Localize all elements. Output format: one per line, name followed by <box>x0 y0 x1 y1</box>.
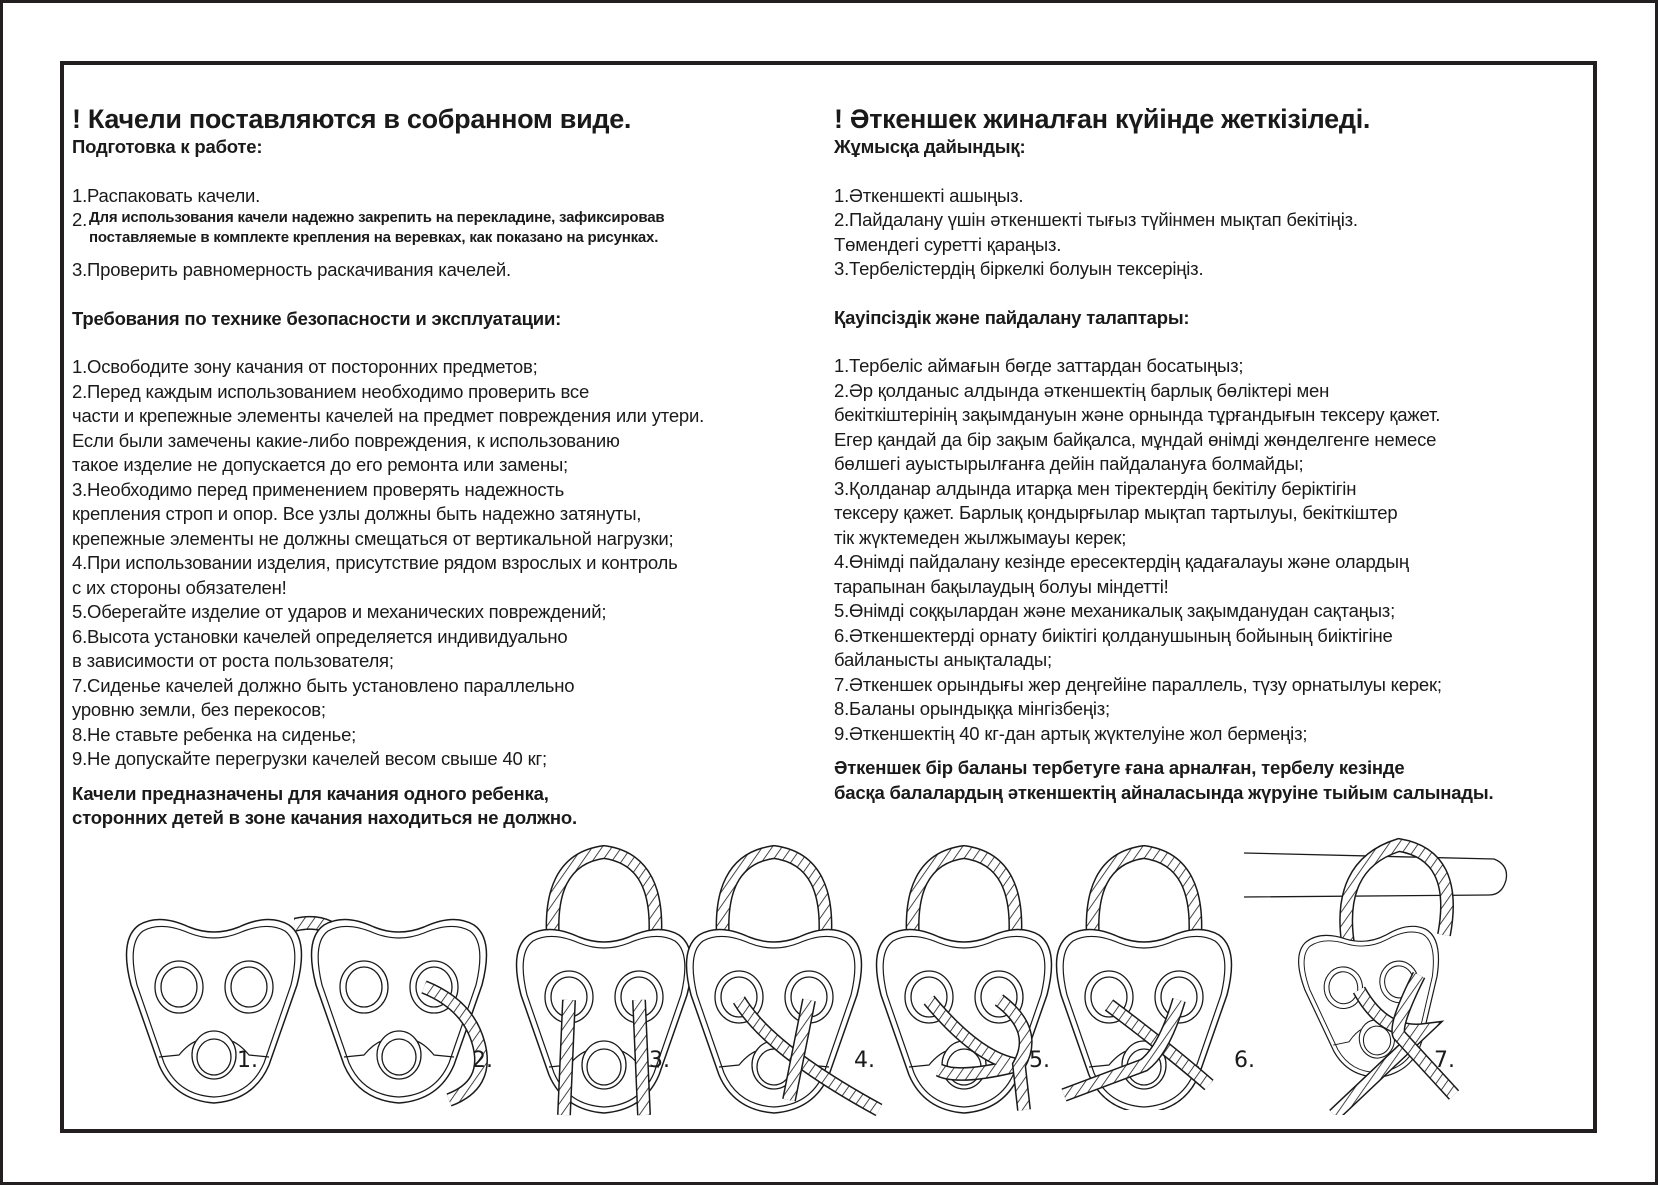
ru-warning-line-2: сторонних детей в зоне качания находиться не должно. <box>72 807 577 828</box>
ru-prep-step-3: 3.Проверить равномерность раскачивания качелей. <box>72 259 511 280</box>
ru-safety-line: 8.Не ставьте ребенка на сиденье; <box>72 723 357 745</box>
ru-safety-line: такое изделие не допускается до его ремонта или замены; <box>72 454 568 475</box>
ru-safety-line: крепежные элементы не должны смещаться от вертикальной нагрузки; <box>72 527 674 549</box>
kz-safety-line: 4.Өнімді пайдалану кезінде ересектердің қадағалауы және олардың <box>834 551 1409 572</box>
ru-safety-line: в зависимости от роста пользователя; <box>72 650 394 671</box>
kz-title: ! Әткеншек жиналған күйінде жеткізіледі. <box>834 104 1371 134</box>
kz-warning-line-1: Әткеншек бір баланы тербетуге ғана арналған, тербелу кезінде <box>834 757 1405 778</box>
ru-prep-step-2-line-2: поставляемые в комплекте крепления на веревках, как показано на рисунках. <box>89 229 659 246</box>
figure-6-plate-loop-icon <box>1049 840 1249 1110</box>
kz-safety-line: 5.Өнімді соққылардан және механикалық зақымданудан сақтаңыз; <box>834 600 1396 621</box>
ru-prep-step-2-line-1: Для использования качели надежно закрепить на перекладине, зафиксировав <box>89 209 665 226</box>
figure-4-plate-loop-icon <box>679 840 889 1120</box>
kz-safety-line: тарапынан бақылаудың болуы міндетті! <box>834 575 1169 597</box>
knot-figures <box>64 845 1593 1125</box>
ru-prep-heading: Подготовка к работе: <box>72 136 263 157</box>
figure-1-label: 1. <box>237 1048 258 1073</box>
figure-1-plate-icon <box>114 915 314 1115</box>
kz-safety-line: 3.Қолданар алдында итарқа мен тіректердің бекітілу беріктігін <box>834 477 1357 499</box>
kz-prep-step: 1.Әткеншекті ашыңыз. <box>834 184 1024 206</box>
figure-7-plate-on-bar-icon <box>1244 825 1534 1115</box>
ru-safety-line: 6.Высота установки качелей определяется индивидуально <box>72 625 568 647</box>
ru-safety-line: 9.Не допускайте перегрузки качелей весом свыше 40 кг; <box>72 748 547 769</box>
figure-5-plate-loop-icon <box>869 840 1069 1120</box>
kz-safety-line: 6.Әткеншектерді орнату биіктігі қолданушының бойының биіктігіне <box>834 624 1393 646</box>
kz-prep-step: 3.Тербелістердің біркелкі болуын тексеріңіз. <box>834 258 1204 279</box>
ru-safety-line: 7.Сиденье качелей должно быть установлено параллельно <box>72 674 575 696</box>
figure-6-label: 6. <box>1234 1048 1255 1073</box>
kz-prep-step: 2.Пайдалану үшін әткеншекті тығыз түйінмен мықтап бекітіңіз. <box>834 209 1358 230</box>
kz-safety-line: 8.Баланы орындыққа мінгізбеңіз; <box>834 698 1110 719</box>
kz-prep-step: Төмендегі суретті қараңыз. <box>834 233 1062 255</box>
kz-safety-line: 7.Әткеншек орындығы жер деңгейіне параллель, түзу орнатылуы керек; <box>834 673 1442 695</box>
ru-safety-line: крепления строп и опор. Все узлы должны быть надежно затянуты, <box>72 503 642 524</box>
ru-title: ! Качели поставляются в собранном виде. <box>72 104 632 134</box>
ru-safety-line: 3.Необходимо перед применением проверять надежность <box>72 478 565 500</box>
ru-prep-step-1: 1.Распаковать качели. <box>72 184 261 206</box>
kz-safety-line: тексеру қажет. Барлық қондырғылар мықтап тартылуы, бекіткіштер <box>834 502 1398 523</box>
kz-safety-line: бекіткіштерінің зақымдануын және орнында тұрғандығын тексеру қажет. <box>834 404 1441 425</box>
kz-safety-line: 1.Тербеліс аймағын бөгде заттардан босатыңыз; <box>834 355 1244 376</box>
instruction-sheet <box>60 61 1597 1133</box>
kz-safety-heading: Қауіпсіздік және пайдалану талаптары: <box>834 306 1190 328</box>
kz-safety-line: бөлшегі ауыстырылғанға дейін пайдалануға болмайды; <box>834 453 1304 474</box>
ru-safety-line: уровню земли, без перекосов; <box>72 699 326 720</box>
kz-safety-line: байланысты анықталады; <box>834 649 1052 670</box>
figure-3-label: 3. <box>649 1048 670 1073</box>
ru-safety-line: 2.Перед каждым использованием необходимо проверить все <box>72 380 590 402</box>
ru-safety-heading: Требования по технике безопасности и эксплуатации: <box>72 307 562 329</box>
ru-safety-line: 5.Оберегайте изделие от ударов и механических повреждений; <box>72 601 607 622</box>
kz-safety-line: 2.Әр қолданыс алдында әткеншектің барлық бөліктері мен <box>834 379 1330 401</box>
ru-safety-line: 1.Освободите зону качания от посторонних предметов; <box>72 356 538 377</box>
kz-safety-line: Егер қандай да бір зақым байқалса, мұндай өнімді жөнделгенге немесе <box>834 428 1437 450</box>
figure-7-label: 7. <box>1434 1048 1455 1073</box>
figure-4-label: 4. <box>854 1048 875 1073</box>
figure-2-label: 2. <box>472 1048 493 1073</box>
ru-safety-line: 4.При использовании изделия, присутствие рядом взрослых и контроль <box>72 552 678 573</box>
ru-prep-step-2 <box>72 208 812 248</box>
ru-prep-step-2-number: 2. <box>72 209 88 230</box>
ru-safety-line: части и крепежные элементы качелей на предмет повреждения или утери. <box>72 405 705 426</box>
kz-safety-line: 9.Әткеншектің 40 кг-дан артық жүктелуіне жол бермеңіз; <box>834 722 1308 744</box>
figure-5-label: 5. <box>1029 1048 1050 1073</box>
figure-2-plate-rope-icon <box>294 905 494 1115</box>
ru-safety-line: с их стороны обязателен! <box>72 576 287 598</box>
column-kazakh <box>834 103 1594 805</box>
kz-prep-heading: Жұмысқа дайындық: <box>834 136 1026 157</box>
kz-warning-line-2: басқа балалардың әткеншектің айналасында жүруіне тыйым салынады. <box>834 781 1494 803</box>
ru-warning-line-1: Качели предназначены для качания одного ребенка, <box>72 782 549 804</box>
column-russian <box>72 103 812 831</box>
ru-safety-line: Если были замечены какие-либо повреждения, к использованию <box>72 429 620 451</box>
kz-safety-line: тік жүктемеден жылжымауы керек; <box>834 526 1127 548</box>
figure-3-plate-loop-icon <box>504 840 704 1120</box>
